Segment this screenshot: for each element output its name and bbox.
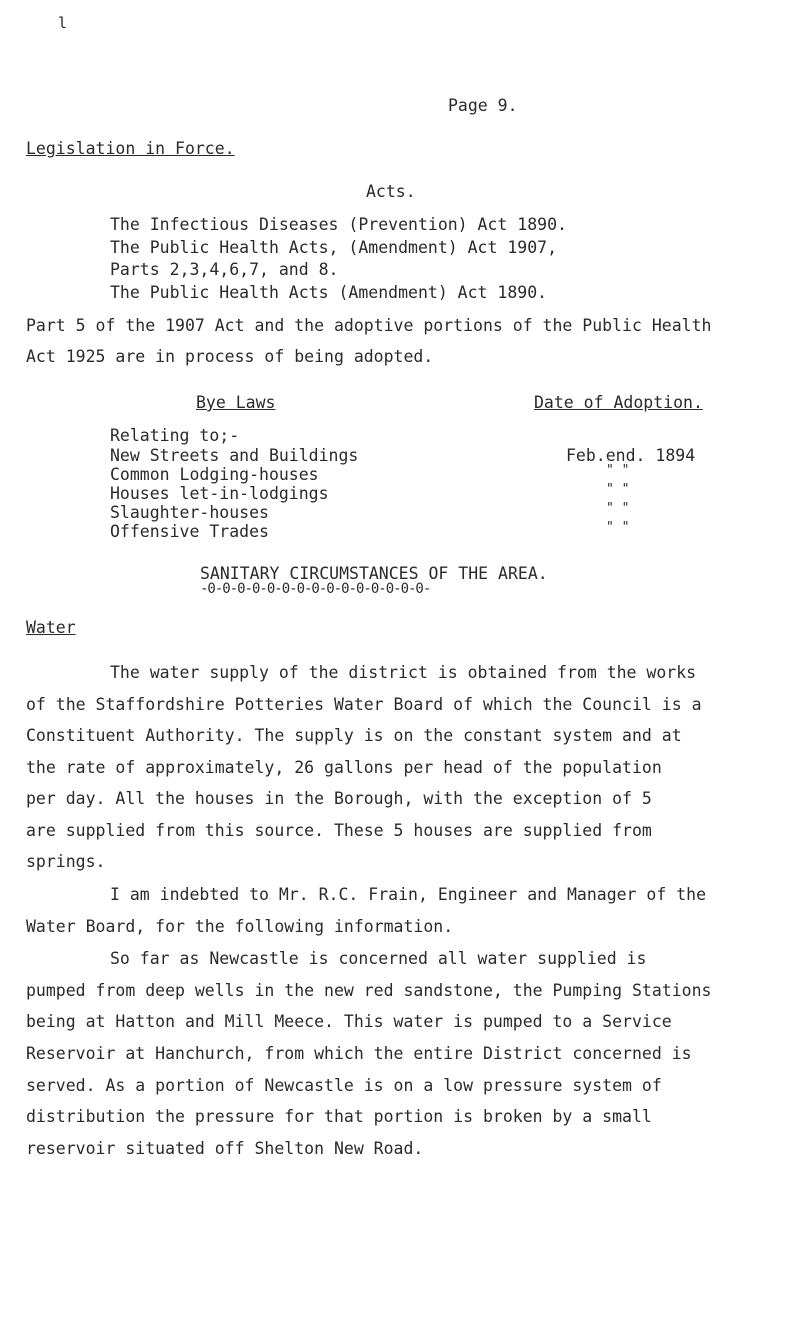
water-paragraph-line: reservoir situated off Shelton New Road. [26,1139,424,1158]
bye-law-date: Feb.end. 1894 [566,446,696,465]
water-paragraph-line: distribution the pressure for that portion is broken by a small [26,1107,652,1126]
bye-law-name: New Streets and Buildings [110,446,359,465]
act-item: Parts 2,3,4,6,7, and 8. [110,260,339,279]
water-paragraph-line: per day. All the houses in the Borough, with the exception of 5 [26,789,652,808]
water-heading: Water [26,618,76,637]
adoption-note-line: Act 1925 are in process of being adopted. [26,347,434,366]
sanitary-heading: SANITARY CIRCUMSTANCES OF THE AREA. [200,564,548,583]
bye-law-name: Common Lodging-houses [110,465,319,484]
bye-law-date: " " [606,520,630,535]
relating-to-label: Relating to;- [110,426,240,445]
act-item: The Infectious Diseases (Prevention) Act 1890. [110,215,567,234]
bye-law-name: Houses let-in-lodgings [110,484,329,503]
water-paragraph-line: Constituent Authority. The supply is on the constant system and at [26,726,682,745]
water-paragraph-line: So far as Newcastle is concerned all water supplied is [110,949,647,968]
bye-law-date: " " [606,501,630,516]
water-paragraph-line: the rate of approximately, 26 gallons per head of the population [26,758,662,777]
water-paragraph-line: being at Hatton and Mill Meece. This water is pumped to a Service [26,1012,672,1031]
water-paragraph-line: served. As a portion of Newcastle is on a low pressure system of [26,1076,662,1095]
date-of-adoption-heading: Date of Adoption. [534,393,703,412]
water-paragraph-line: springs. [26,852,106,871]
bye-law-date: " " [606,463,630,478]
act-item: The Public Health Acts, (Amendment) Act 1907, [110,238,558,257]
bye-laws-heading: Bye Laws [196,393,276,412]
page-number: Page 9. [448,96,518,115]
water-paragraph-line: The water supply of the district is obtained from the works [110,663,697,682]
water-paragraph-line: pumped from deep wells in the new red sandstone, the Pumping Stations [26,981,712,1000]
water-paragraph-line: Reservoir at Hanchurch, from which the entire District concerned is [26,1044,692,1063]
water-paragraph-line: Water Board, for the following information. [26,917,454,936]
act-item: The Public Health Acts (Amendment) Act 1890. [110,283,548,302]
adoption-note-line: Part 5 of the 1907 Act and the adoptive portions of the Public Health [26,316,712,335]
water-paragraph-line: I am indebted to Mr. R.C. Frain, Engineer and Manager of the [110,885,707,904]
bye-law-name: Offensive Trades [110,522,269,541]
bye-law-name: Slaughter-houses [110,503,269,522]
water-paragraph-line: of the Staffordshire Potteries Water Board of which the Council is a [26,695,702,714]
acts-heading: Acts. [366,182,416,201]
page-marker: l [58,14,68,32]
bye-law-date: " " [606,482,630,497]
legislation-heading: Legislation in Force. [26,139,235,158]
section-separator: -0-0-0-0-0-0-0-0-0-0-0-0-0-0-0- [200,581,431,597]
water-paragraph-line: are supplied from this source. These 5 houses are supplied from [26,821,652,840]
